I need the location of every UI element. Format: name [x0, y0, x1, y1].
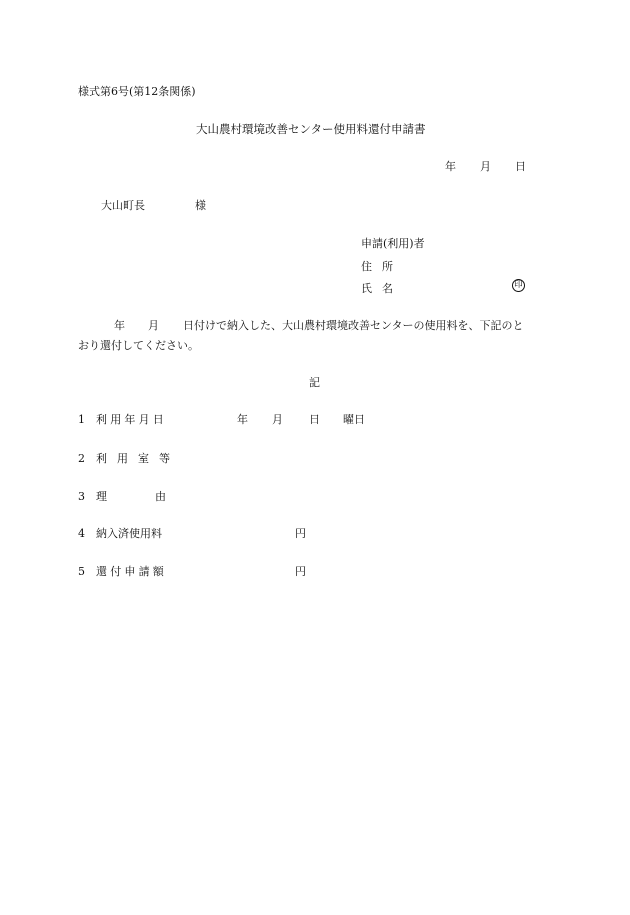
body-year-label: 年 [114, 319, 125, 332]
usage-weekday-label: 曜日 [343, 413, 365, 426]
usage-month-label: 月 [272, 413, 283, 426]
body-month-label: 月 [148, 319, 159, 332]
item-number: 4 [78, 527, 85, 540]
name-label: 氏名 [361, 282, 403, 295]
address-label: 住所 [361, 260, 403, 273]
paid-fee-label: 納入済使用料 [96, 527, 162, 540]
addressee-suffix: 様 [195, 199, 206, 212]
date-day-label: 日 [515, 160, 526, 173]
refund-amount-label: 還付申請額 [96, 565, 167, 578]
item-number: 2 [78, 452, 85, 465]
record-heading: 記 [309, 376, 320, 389]
room-label: 利用室等 [96, 452, 180, 465]
date-year-label: 年 [445, 160, 456, 173]
reason-label-part-2: 由 [155, 490, 166, 503]
paid-fee-unit: 円 [295, 527, 306, 540]
item-number: 1 [78, 413, 85, 426]
document-title: 大山農村環境改善センター使用料還付申請書 [196, 122, 426, 136]
item-number: 5 [78, 565, 85, 578]
item-number: 3 [78, 490, 85, 503]
usage-date-label: 利用年月日 [96, 413, 167, 426]
form-number: 様式第6号(第12条関係) [78, 85, 196, 98]
seal-icon: 印 [512, 279, 525, 292]
usage-year-label: 年 [237, 413, 248, 426]
applicant-label: 申請(利用)者 [361, 237, 425, 250]
body-text-line-1: 日付けで納入した、大山農村環境改善センターの使用料を、下記のと [183, 319, 524, 332]
body-text-line-2: おり還付してください。 [78, 339, 199, 352]
addressee-name: 大山町長 [101, 199, 145, 212]
refund-amount-unit: 円 [295, 565, 306, 578]
reason-label-part-1: 理 [96, 490, 107, 503]
usage-day-label: 日 [309, 413, 320, 426]
date-month-label: 月 [480, 160, 491, 173]
